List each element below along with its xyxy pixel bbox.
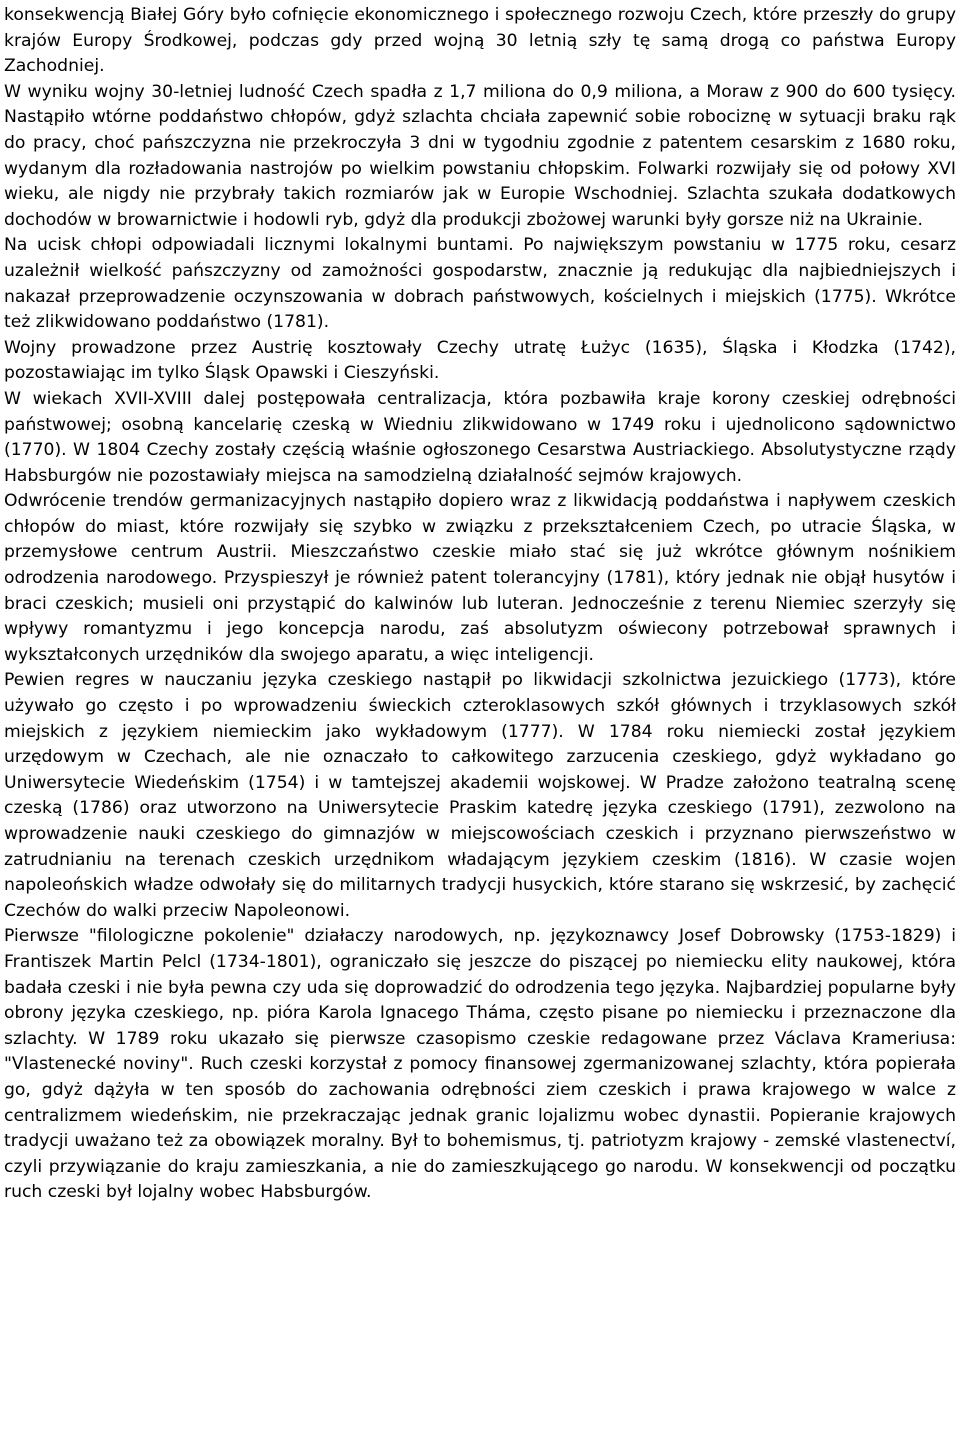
- paragraph: Wojny prowadzone przez Austrię kosztowały Czechy utratę Łużyc (1635), Śląska i Kłodzka (1742), pozostawiając im tylko Śląsk Opawski i Cieszyński.: [4, 337, 956, 384]
- paragraph: W wyniku wojny 30-letniej ludność Czech spadła z 1,7 miliona do 0,9 miliona, a Moraw z 900 do 600 tysięcy. Nastąpiło wtórne poddaństwo chłopów, gdyż szlachta chciała zapewnić sobie robociznę w sytuacji braku rąk do pracy, choć pańszczyzna nie przekroczyła 3 dni w tygodniu zgodnie z patentem cesarskim z 1680 roku, wydanym dla rozładowania nastrojów po wielkim powstaniu chłopskim. Folwarki rozwijały się od połowy XVI wieku, ale nigdy nie przybrały takich rozmiarów jak w Europie Wschodniej. Szlachta szukała dodatkowych dochodów w browarnictwie i hodowli ryb, gdyż dla produkcji zbożowej warunki były gorsze niż na Ukrainie.: [4, 81, 956, 230]
- paragraph: Pierwsze "filologiczne pokolenie" działaczy narodowych, np. językoznawcy Josef Dobrowsky (1753-1829) i Frantiszek Martin Pelcl (1734-1801), ograniczało się jeszcze do piszącej po niemiecku elity naukowej, która badała czeski i nie była pewna czy uda się doprowadzić do odrodzenia tego języka. Najbardziej popularne były obrony języka czeskiego, np. pióra Karola Ignacego Tháma, często pisane po niemiecku i przeznaczone dla szlachty. W 1789 roku ukazało się pierwsze czasopismo czeskie redagowane przez Václava Krameriusa: "Vlastenecké noviny". Ruch czeski korzystał z pomocy finansowej zgermanizowanej szlachty, która popierała go, gdyż dążyła w ten sposób do zachowania odrębności ziem czeskich i prawa krajowego w walce z centralizmem wiedeńskim, nie przekraczając jednak granic lojalizmu wobec dynastii. Popieranie krajowych tradycji uważano też za obowiązek moralny. Był to bohemismus, tj. patriotyzm krajowy - zemské vlastenectví, czyli przywiązanie do kraju zamieszkania, a nie do zamieszkującego go narodu. W konsekwencji od początku ruch czeski był lojalny wobec Habsburgów.: [4, 926, 956, 1203]
- paragraph: Na ucisk chłopi odpowiadali licznymi lokalnymi buntami. Po największym powstaniu w 1775 roku, cesarz uzależnił wielkość pańszczyzny od zamożności gospodarstw, znacznie ją redukując dla najbiedniejszych i nakazał przeprowadzenie oczynszowania w dobrach państwowych, kościelnych i miejskich (1775). Wkrótce też zlikwidowano poddaństwo (1781).: [4, 235, 956, 333]
- paragraph: konsekwencją Białej Góry było cofnięcie ekonomicznego i społecznego rozwoju Czech, które przeszły do grupy krajów Europy Środkowej, podczas gdy przed wojną 30 letnią szły tę samą drogą co państwa Europy Zachodniej.: [4, 5, 956, 77]
- paragraph: Pewien regres w nauczaniu języka czeskiego nastąpił po likwidacji szkolnictwa jezuickiego (1773), które używało go często i po wprowadzeniu świeckich czteroklasowych szkół głównych i trzyklasowych szkół miejskich z językiem niemieckim jako wykładowym (1777). W 1784 roku niemiecki został językiem urzędowym w Czechach, ale nie oznaczało to całkowitego zarzucenia czeskiego, gdyż wykładano go Uniwersytecie Wiedeńskim (1754) i w tamtejszej akademii wojskowej. W Pradze założono teatralną scenę czeską (1786) oraz utworzono na Uniwersytecie Praskim katedrę języka czeskiego (1791), zezwolono na wprowadzenie nauki czeskiego do gimnazjów w miejscowościach czeskich i przyznano pierwszeństwo w zatrudnianiu na terenach czeskich urzędnikom władającym językiem czeskim (1816). W czasie wojen napoleońskich władze odwołały się do militarnych tradycji husyckich, które starano się wskrzesić, by zachęcić Czechów do walki przeciw Napoleonowi.: [4, 670, 956, 921]
- paragraph: W wiekach XVII-XVIII dalej postępowała centralizacja, która pozbawiła kraje korony czeskiej odrębności państwowej; osobną kancelarię czeską w Wiedniu zlikwidowano w 1749 roku i ujednolicono sądownictwo (1770). W 1804 Czechy zostały częścią właśnie ogłoszonego Cesarstwa Austriackiego. Absolutystyczne rządy Habsburgów nie pozostawiały miejsca na samodzielną działalność sejmów krajowych.: [4, 388, 956, 486]
- paragraph: Odwrócenie trendów germanizacyjnych nastąpiło dopiero wraz z likwidacją poddaństwa i napływem czeskich chłopów do miast, które rozwijały się szybko w związku z przekształceniem Czech, po utracie Śląska, w przemysłowe centrum Austrii. Mieszczaństwo czeskie miało stać się już wkrótce głównym nośnikiem odrodzenia narodowego. Przyspieszył je również patent tolerancyjny (1781), który jednak nie objął husytów i braci czeskich; musieli oni przystąpić do kalwinów lub luteran. Jednocześnie z terenu Niemiec szerzyły się wpływy romantyzmu i jego koncepcja narodu, zaś absolutyzm oświecony potrzebował sprawnych i wykształconych urzędników dla swojego aparatu, a więc inteligencji.: [4, 491, 956, 665]
